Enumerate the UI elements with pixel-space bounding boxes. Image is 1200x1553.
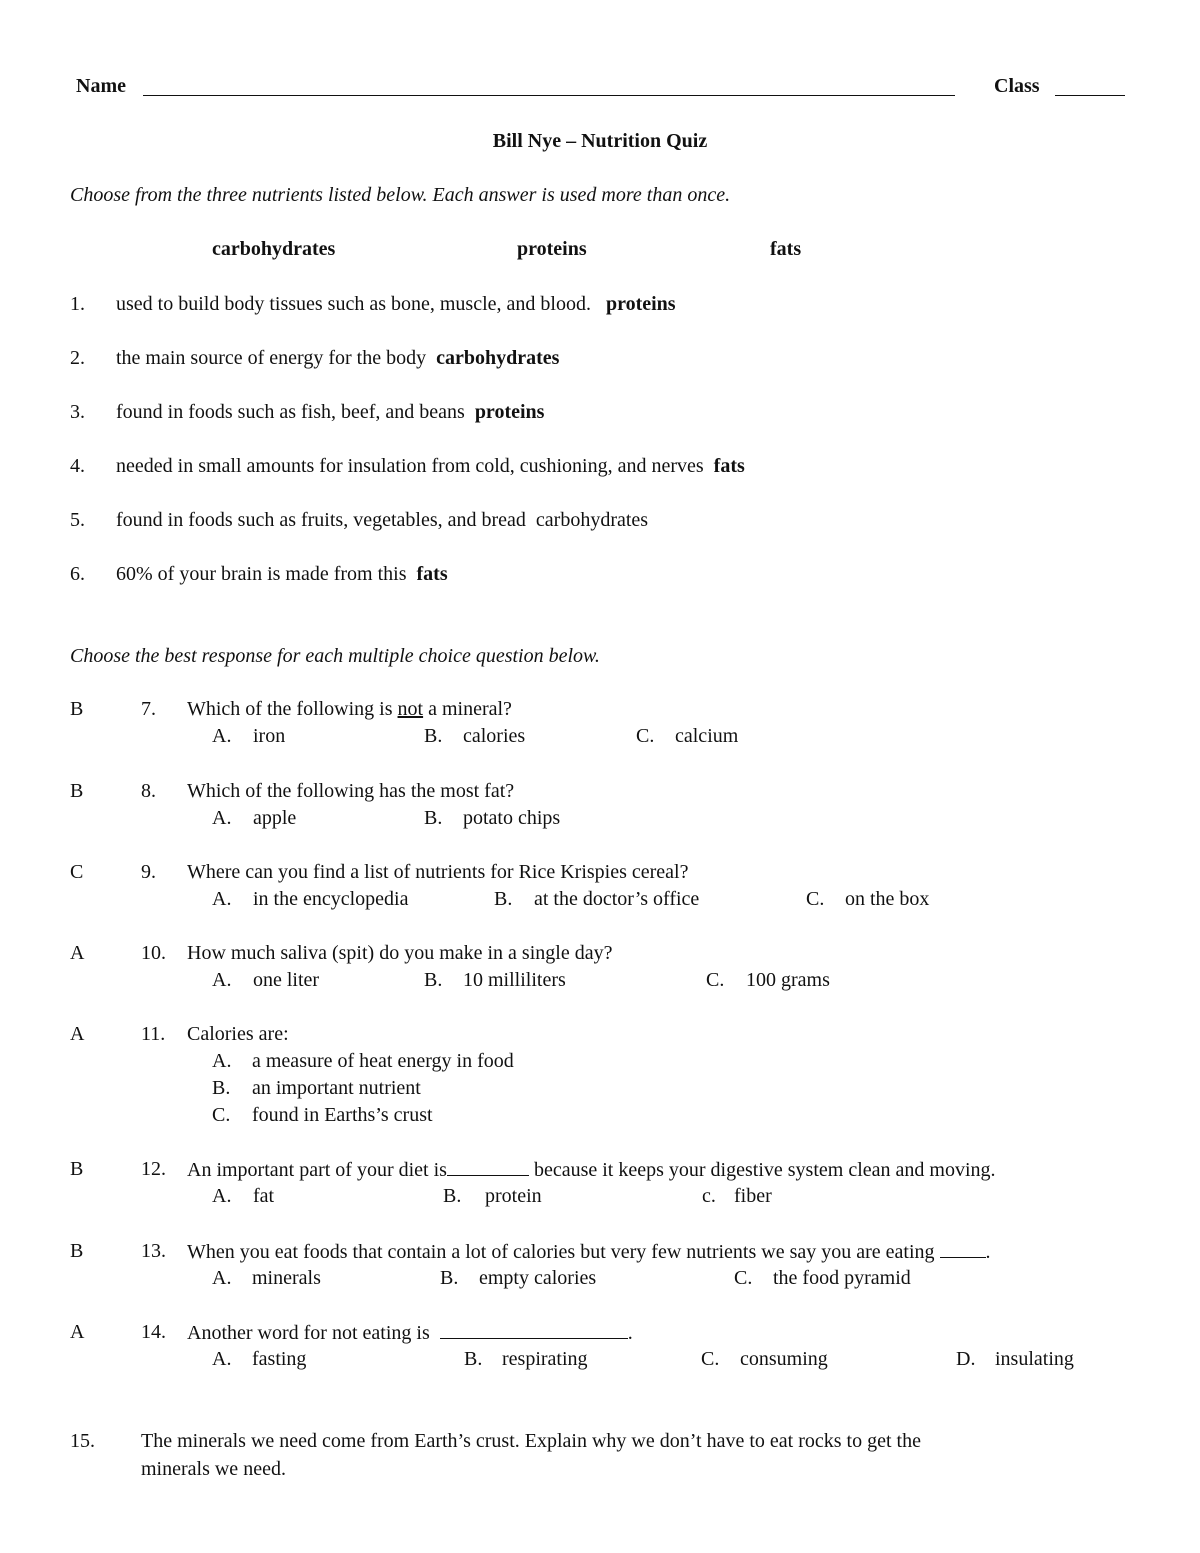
q12-answer: B	[70, 1158, 84, 1180]
q14-option-d[interactable]: insulating	[995, 1348, 1074, 1370]
q12-option-a-letter: A.	[212, 1185, 232, 1207]
q13-question	[187, 1239, 991, 1264]
q9-answer: C	[70, 861, 84, 883]
q14-option-b[interactable]: respirating	[502, 1348, 588, 1370]
q14-text-before: Another word for not eating is	[187, 1322, 430, 1344]
q5-text: found in foods such as fruits, vegetables, and bread	[116, 509, 526, 531]
q10-number: 10.	[141, 942, 166, 964]
q12-option-b[interactable]: protein	[485, 1185, 542, 1207]
q11-option-c[interactable]: found in Earths’s crust	[252, 1104, 433, 1126]
q14-text-after: .	[627, 1322, 633, 1344]
q15-line2: minerals we need.	[141, 1458, 286, 1480]
q4-number: 4.	[70, 455, 85, 477]
q7-option-b-letter: B.	[424, 725, 443, 747]
q14-option-c-letter: C.	[701, 1348, 720, 1370]
q3-answer: proteins	[474, 401, 545, 423]
q12-text-after: because it keeps your digestive system clean and moving.	[533, 1159, 996, 1181]
q1-text: used to build body tissues such as bone, muscle, and blood.	[116, 293, 591, 315]
q9-option-b-letter: B.	[494, 888, 513, 910]
q8-text: Which of the following has the most fat?	[187, 780, 515, 802]
q7-option-c-letter: C.	[636, 725, 655, 747]
nutrient-proteins: proteins	[517, 238, 587, 260]
q12-question	[187, 1157, 996, 1182]
q10-option-b-letter: B.	[424, 969, 443, 991]
q6-number: 6.	[70, 563, 85, 585]
q14-number: 14.	[141, 1321, 166, 1343]
q12-option-c-letter: c.	[702, 1185, 716, 1207]
section2-instructions: Choose the best response for each multiple choice question below.	[70, 645, 600, 667]
q14-answer: A	[70, 1321, 85, 1343]
q9-number: 9.	[141, 861, 156, 883]
q10-option-c[interactable]: 100 grams	[746, 969, 830, 991]
q7-answer: B	[70, 698, 84, 720]
q7-question	[187, 697, 512, 721]
q9-option-a[interactable]: in the encyclopedia	[253, 888, 409, 910]
class-field[interactable]	[1055, 95, 1125, 96]
q9-text: Where can you find a list of nutrients for Rice Krispies cereal?	[187, 861, 689, 883]
q13-text-after: .	[985, 1241, 991, 1263]
q12-number: 12.	[141, 1158, 166, 1180]
q4-answer: fats	[713, 455, 745, 477]
q11-text: Calories are:	[187, 1023, 289, 1045]
q4-text: needed in small amounts for insulation from cold, cushioning, and nerves	[116, 455, 704, 477]
q2-number: 2.	[70, 347, 85, 369]
q8-option-b-letter: B.	[424, 807, 443, 829]
q13-number: 13.	[141, 1240, 166, 1262]
q8-option-a[interactable]: apple	[253, 807, 297, 829]
q13-option-a-letter: A.	[212, 1267, 232, 1289]
q13-text-before: When you eat foods that contain a lot of calories but very few nutrients we say you are eating	[187, 1241, 935, 1263]
q3-text: found in foods such as fish, beef, and beans	[116, 401, 465, 423]
name-field[interactable]	[143, 95, 955, 96]
q15-line1: The minerals we need come from Earth’s crust. Explain why we don’t have to eat rocks to get the	[141, 1430, 921, 1452]
q14-option-c[interactable]: consuming	[740, 1348, 828, 1370]
q15-number: 15.	[70, 1430, 95, 1452]
q11-option-a[interactable]: a measure of heat energy in food	[252, 1050, 514, 1072]
q11-answer: A	[70, 1023, 85, 1045]
q4-row	[116, 454, 745, 478]
q9-option-a-letter: A.	[212, 888, 232, 910]
q13-option-b[interactable]: empty calories	[479, 1267, 597, 1289]
q10-option-a-letter: A.	[212, 969, 232, 991]
section1-instructions: Choose from the three nutrients listed below. Each answer is used more than once.	[70, 184, 731, 206]
q11-option-c-letter: C.	[212, 1104, 231, 1126]
q5-row	[116, 508, 648, 532]
q10-option-c-letter: C.	[706, 969, 725, 991]
q13-blank[interactable]	[940, 1239, 986, 1258]
q13-option-b-letter: B.	[440, 1267, 459, 1289]
q10-option-b[interactable]: 10 milliliters	[463, 969, 566, 991]
nutrient-carbohydrates: carbohydrates	[212, 238, 336, 260]
q7-text-before: Which of the following is	[187, 698, 393, 720]
q8-option-b[interactable]: potato chips	[463, 807, 561, 829]
q10-option-a[interactable]: one liter	[253, 969, 320, 991]
q14-option-d-letter: D.	[956, 1348, 976, 1370]
q13-option-a[interactable]: minerals	[252, 1267, 321, 1289]
q7-number: 7.	[141, 698, 156, 720]
q1-answer: proteins	[605, 293, 676, 315]
q12-option-b-letter: B.	[443, 1185, 462, 1207]
q2-row	[116, 346, 559, 370]
q6-row	[116, 562, 448, 586]
q9-option-c[interactable]: on the box	[845, 888, 930, 910]
q14-option-a[interactable]: fasting	[252, 1348, 307, 1370]
q10-text: How much saliva (spit) do you make in a single day?	[187, 942, 613, 964]
q5-answer: carbohydrates	[535, 509, 649, 531]
page-title: Bill Nye – Nutrition Quiz	[492, 130, 708, 152]
q5-number: 5.	[70, 509, 85, 531]
q7-option-c[interactable]: calcium	[675, 725, 739, 747]
q2-answer: carbohydrates	[436, 347, 560, 369]
q13-option-c[interactable]: the food pyramid	[773, 1267, 911, 1289]
q14-option-b-letter: B.	[464, 1348, 483, 1370]
q9-option-b[interactable]: at the doctor’s office	[534, 888, 700, 910]
q9-option-c-letter: C.	[806, 888, 825, 910]
q14-option-a-letter: A.	[212, 1348, 232, 1370]
q11-option-b[interactable]: an important nutrient	[252, 1077, 421, 1099]
q2-text: the main source of energy for the body	[116, 347, 427, 369]
q1-number: 1.	[70, 293, 85, 315]
class-label: Class	[994, 75, 1040, 97]
q7-option-a[interactable]: iron	[253, 725, 286, 747]
q11-number: 11.	[141, 1023, 166, 1045]
q7-option-b[interactable]: calories	[463, 725, 526, 747]
q12-text-before: An important part of your diet is	[187, 1159, 447, 1181]
q11-option-a-letter: A.	[212, 1050, 232, 1072]
q6-text: 60% of your brain is made from this	[116, 563, 407, 585]
q7-option-a-letter: A.	[212, 725, 232, 747]
q8-option-a-letter: A.	[212, 807, 232, 829]
q14-blank[interactable]	[440, 1320, 628, 1339]
q10-answer: A	[70, 942, 85, 964]
q13-option-c-letter: C.	[734, 1267, 753, 1289]
nutrient-fats: fats	[770, 238, 802, 260]
q3-row	[116, 400, 544, 424]
name-label: Name	[76, 75, 126, 97]
q13-answer: B	[70, 1240, 84, 1262]
q6-answer: fats	[416, 563, 448, 585]
q14-question	[187, 1320, 633, 1345]
q12-blank[interactable]	[447, 1157, 529, 1176]
q12-option-a[interactable]: fat	[253, 1185, 275, 1207]
q1-row	[116, 292, 676, 316]
q11-option-b-letter: B.	[212, 1077, 231, 1099]
q12-option-c[interactable]: fiber	[734, 1185, 772, 1207]
q3-number: 3.	[70, 401, 85, 423]
q8-answer: B	[70, 780, 84, 802]
q7-text-underline: not	[397, 698, 424, 720]
q7-text-after: a mineral?	[428, 698, 512, 720]
q8-number: 8.	[141, 780, 156, 802]
